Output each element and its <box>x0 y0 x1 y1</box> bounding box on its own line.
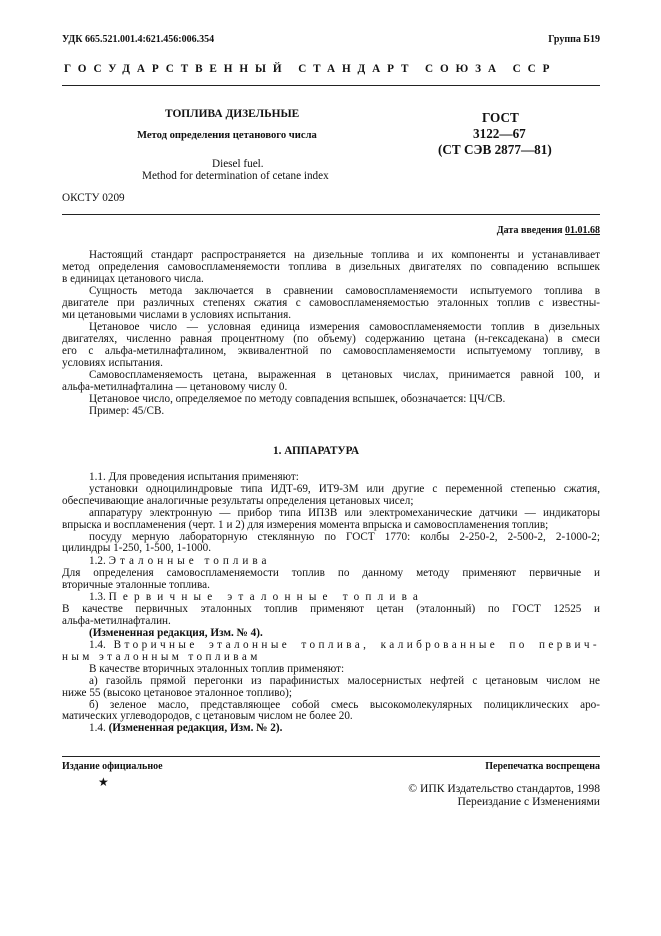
intro-date-value: 01.01.68 <box>565 225 600 236</box>
text-line: Настоящий стандарт распространяется на дизельные топлива и их компоненты и устанавливает <box>89 249 600 261</box>
clause-number: 1.2. <box>89 555 106 567</box>
amendment-note <box>62 723 600 735</box>
udk-code: УДК 665.521.001.4:621.456:006.354 <box>62 34 215 45</box>
text-line: б) зеленое масло, представляющее собой смесь высокомолекулярных полициклических аро- <box>89 698 600 711</box>
text-line: Цетановое число — условная единица измерения самовоспламеняемости топлив в дизельных <box>89 321 600 333</box>
paragraph-essence <box>62 286 600 322</box>
text-line: в единицах цетанового числа. <box>62 272 204 285</box>
text-line: В качестве вторичных эталонных топлив применяют: <box>89 662 345 675</box>
text-line: вторичные эталонные топлива. <box>62 578 210 591</box>
intro-date <box>497 225 600 236</box>
clause-1-2 <box>62 556 600 592</box>
standard-banner: ГОСУДАРСТВЕННЫЙ СТАНДАРТ СОЮЗА ССР <box>64 63 557 75</box>
gost-label: ГОСТ <box>482 110 519 125</box>
clause-title: Эталонные топлива <box>108 555 271 567</box>
clause-number: 1.3. <box>89 591 106 603</box>
text-line: условиях испытания. <box>62 356 163 369</box>
doc-title: ТОПЛИВА ДИЗЕЛЬНЫЕ <box>165 108 300 120</box>
text-line: двигателях, численно равная процентному (по объему) содержанию цетана (н-гексадекана) в смеси <box>62 332 600 345</box>
doc-title-en: Diesel fuel. <box>212 158 264 170</box>
text-line: Для определения самовоспламеняемости топлив по данному методу применяют первичные и <box>62 566 600 579</box>
clause-1-1 <box>62 472 600 555</box>
header-rule <box>62 85 600 86</box>
gost-number: 3122—67 <box>473 126 526 141</box>
text-line: матических углеводородов, с цетановым числом не более 20. <box>62 710 353 723</box>
doc-subtitle: Метод определения цетанового числа <box>137 130 317 141</box>
paragraph-designation <box>62 394 600 418</box>
text-line: В качестве первичных эталонных топлив применяют цетан (эталонный) по ГОСТ 12525 и <box>62 602 600 615</box>
text-line: Пример: 45/СВ. <box>89 404 165 417</box>
text-line: альфа-метилнафталин. <box>62 614 171 627</box>
star-icon: ★ <box>98 775 109 789</box>
text-line: его с альфа-метилнафталином, эквивалентной по самовоспламеняемости испытуемому топливу, в <box>62 344 600 357</box>
text-line: аппаратуру электронную — прибор типа ИПЗВ или электромеханические датчики — индикаторы <box>89 506 600 519</box>
text-line: обеспечивающие аналогичные результаты определения цетановых чисел; <box>62 494 414 507</box>
paragraph-reference-values <box>62 370 600 394</box>
text-line: 1.1. Для проведения испытания применяют: <box>89 471 299 483</box>
text-line: альфа-метилнафталина — цетановому числу 0. <box>62 380 288 393</box>
section-title-apparatus: 1. АППАРАТУРА <box>273 445 360 457</box>
clause-1-3 <box>62 592 600 640</box>
intro-date-label: Дата введения <box>496 225 563 236</box>
text-line: цилиндры 1-250, 1-500, 1-1000. <box>62 542 212 555</box>
clause-title: Первичные эталонные топлива <box>108 591 425 603</box>
amendment-text: (Измененная редакция, Изм. № 2). <box>108 722 283 735</box>
text-line: а) газойль прямой перегонки из парафинистых малосернистых нефтей с цетановым числом не <box>89 674 600 687</box>
paragraph-scope <box>62 250 600 286</box>
official-edition: Издание официальное <box>62 761 163 772</box>
clause-1-4 <box>62 640 600 735</box>
doc-subtitle-en: Method for determination of cetane index <box>142 170 329 182</box>
okstu-code: ОКСТУ 0209 <box>62 192 125 204</box>
amendment-note: (Измененная редакция, Изм. № 4). <box>89 626 263 639</box>
text-line: ми цетановыми числами в условиях испытания. <box>62 308 292 321</box>
text-line: Самовоспламеняемость цетана, выраженная в цетановых числах, принимается равной 100, и <box>89 369 600 381</box>
footer-rule <box>62 756 600 757</box>
group-code: Группа Б19 <box>548 34 600 45</box>
text-line: двигателе при различных степенях сжатия с самовоспламеняемостью эталонных топлив с известны- <box>62 296 600 309</box>
clause-title-continued: ным эталонным топливам <box>62 650 261 663</box>
title-rule <box>62 214 600 215</box>
text-line: установки одноцилиндровые типа ИДТ-69, ИТ9-3М или другие с переменной степенью сжатия, <box>89 482 600 495</box>
clause-number: 1.4. <box>89 722 106 735</box>
text-line: ниже 55 (высоко цетановое эталонное топливо); <box>62 686 292 699</box>
text-line: впрыска и воспламенения (черт. 1 и 2) для измерения момента впрыска и самовоспламенения топлив; <box>62 518 549 531</box>
reissue-note: Переиздание с Изменениями <box>457 795 600 808</box>
clause-number: 1.4. <box>89 639 106 651</box>
text-line: посуду мерную лабораторную стеклянную по ГОСТ 1770: колбы 2-250-2, 2-500-2, 2-1000-2; <box>89 530 600 543</box>
st-sev-number: (СТ СЭВ 2877—81) <box>438 142 552 157</box>
text-line: Сущность метода заключается в сравнении самовоспламеняемости испытуемого топлива в <box>89 285 600 297</box>
text-line: Цетановое число, определяемое по методу совпадения вспышек, обозначается: ЦЧ/СВ. <box>89 393 506 405</box>
clause-title: Вторичные эталонные топлива, калиброванные по первич- <box>113 639 600 651</box>
reprint-prohibited: Перепечатка воспрещена <box>485 761 600 772</box>
text-line: метод определения самовоспламеняемости топлива в дизельных двигателях по совпадению вспышек <box>62 260 600 273</box>
copyright: © ИПК Издательство стандартов, 1998 <box>408 782 600 795</box>
paragraph-cetane-definition <box>62 322 600 370</box>
